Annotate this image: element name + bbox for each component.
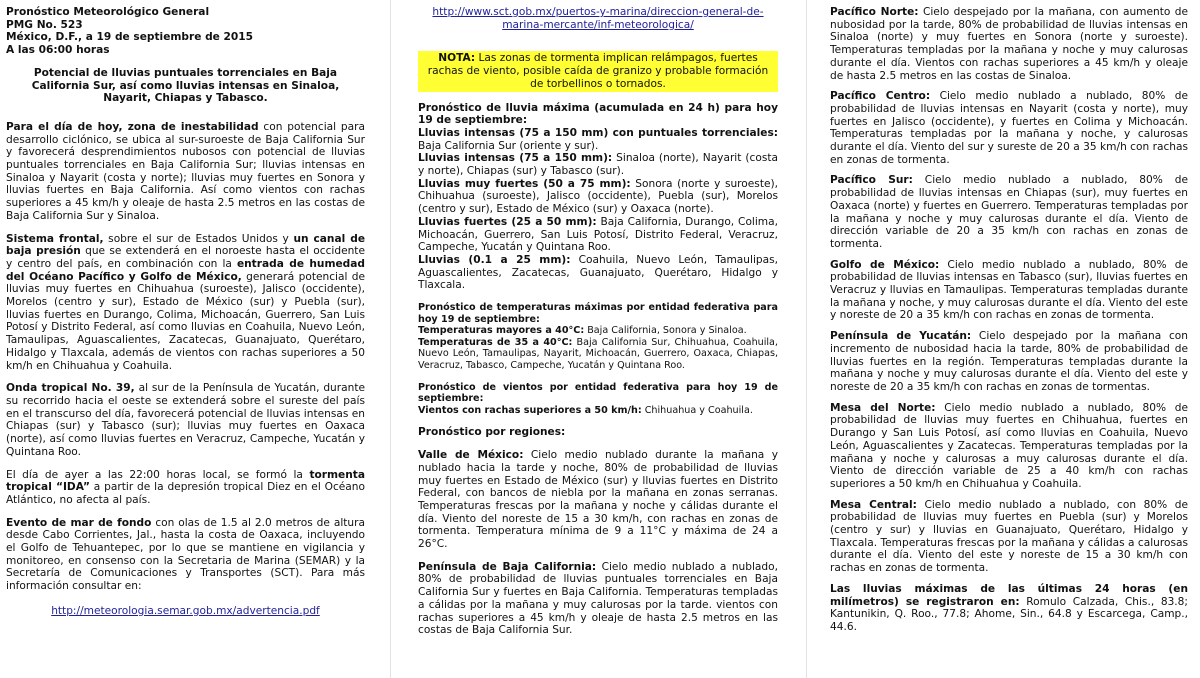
region-text: Cielo medio nublado a nublado, 80% de probabilidad de lluvias intensas en Nayarit (costa y norte), muy fuertes en Jalisco (occidente), y fuertes en Colima y Michoacán. Temperaturas templadas por la mañana y noche, y calurosas durante el día. Viento del sur y sureste de 20 a 35 km/h con rachas en zonas de tormenta. [830,90,1189,166]
column-1 [6,6,365,618]
region-text: Cielo despejado por la mañana, con aumento de nubosidad por la tarde, 80% de probabilidad de lluvias intensas en Sinaloa (norte) y muy fuertes en Sonora (norte y suroeste). Temperaturas templadas por la mañana y noche y muy calurosas durante el día. Vientos con rachas superiores a 45 km/h y oleaje de hasta 2.5 metros en las costas de Sinaloa. [830,6,1189,82]
paragraph-emphasis: entrada de humedad del Océano Pacífico y Golfo de México, [6,257,366,283]
temperature-item [418,325,778,337]
region-name: Golfo de México: [830,258,940,271]
column-divider [806,0,807,678]
region-name: Mesa del Norte: [830,401,936,414]
region-text: Cielo despejado por la mañana con incremento de nubosidad hacia la tarde, 80% de probabilidad de lluvias fuertes en la región. Temperaturas templadas durante la mañana y noche y muy calurosas durante el día. Viento del este y noreste de 20 a 35 km/h con rachas en zonas de tormentas. [830,330,1188,393]
paragraph-text: con potencial para desarrollo ciclónico, se ubica al sur-suroeste de Baja California Sur y favorecerá desprendimientos nubosos con potencial de lluvias puntuales torrenciales en Baja California Sur; lluvias intensas en Sinaloa y Nayarit (costa y norte); lluvias muy fuertes en Sonora y lluvias fuertes en Baja California. Así como vientos con rachas superiores a 45 km/h y oleaje de hasta 2.5 metros en las costas de Baja California Sur y Sinaloa. [6,120,365,222]
paragraph-swell [6,517,365,593]
rain-item-text: Baja California, Durango, Colima, Michoacán, Guerrero, San Luis Potosí, Distrito Federal, Veracruz, Campeche, Yucatán y Quintana Roo. [418,215,778,254]
rain-forecast-title: Pronóstico de lluvia máxima (acumulada en 24 h) para hoy 19 de septiembre: [418,101,778,127]
rain-item-text: Sonora (norte y suroeste), Chihuahua (suroeste), Jalisco (occidente), Puebla (sur), Morelos (centro y sur), Estado de México (sur) y Oaxaca (norte). [418,177,778,216]
region-name: Pacífico Centro: [830,90,931,103]
headline: Potencial de lluvias puntuales torrenciales en Baja California Sur, así como lluvias intensas en Sinaloa, Nayarit, Chiapas y Tabasco. [31,66,340,105]
paragraph-emphasis: un canal de baja presión [6,232,365,258]
rain-item [418,152,778,177]
column-3 [830,6,1188,634]
region-name: Mesa Central: [830,498,917,511]
paragraph-lead: Evento de mar de fondo [6,516,152,529]
region-text: Cielo medio nublado a nublado, 80% de probabilidad de lluvias puntuales torrenciales en Baja California Sur y fuertes en Baja California. Temperaturas templadas a cálidas por la mañana y muy calurosas por la tarde. vientos con rachas superiores a 45 km/h y oleaje de hasta 2.5 metros en las costas de Baja California Sur. [418,560,778,637]
wind-item-label: Vientos con rachas superiores a 50 km/h: [418,404,642,416]
temperature-item-text: Baja California Sur, Chihuahua, Coahuila, Nuevo León, Tamaulipas, Nayarit, Michoacán, Guerrero, Oaxaca, Chiapas, Veracruz, Tabasco, Campeche, Yucatán y Quintana Roo. [418,336,778,372]
rain-item [418,127,778,152]
paragraph-text: sobre el sur de Estados Unidos y [103,232,294,245]
region-text: Cielo medio nublado a nublado, 80% de probabilidad de lluvias intensas en Chiapas (sur), muy fuertes en Oaxaca (norte) y fuertes en Guerrero. Temperaturas templadas por la mañana y noche y muy calurosas durante el día. Viento de dirección variable de 20 a 35 km/h con rachas en zonas de tormenta. [830,174,1188,250]
temperature-forecast-title: Pronóstico de temperaturas máximas por entidad federativa para hoy 19 de septiembre: [418,302,778,325]
paragraph-lead: Sistema frontal, [6,232,104,245]
rain-item-label: Lluvias muy fuertes (50 a 75 mm): [418,177,631,190]
rain-item-text: Baja California Sur (oriente y sur). [418,139,599,152]
paragraph-tropical-storm [6,469,365,507]
region-name: Valle de México: [418,449,524,462]
region-name: Pacífico Norte: [830,6,919,18]
paragraph-text: con olas de 1.5 al 2.0 metros de altura desde Cabo Corrientes, Jal., hasta la costa de Oaxaca, incluyendo el Golfo de Tehuantepec, por lo que se mantiene en vigilancia y monitoreo, en consenso con la Secretaria de Marina (SEMAR) y la Secretaría de Comunicaciones y Transportes (SCT). Para más información consultar en: [6,516,365,593]
paragraph-instability [6,121,365,223]
temperature-item-label: Temperaturas mayores a 40°C: [418,325,585,337]
rain-forecast-list [418,127,778,292]
paragraph-lead: Para el día de hoy, zona de inestabilidad [6,120,259,133]
column-divider [390,0,391,678]
max-rainfall-text: Romulo Calzada, Chis., 83.8; Kantunikin, Q. Roo., 77.8; Ahome, Sin., 64.8 y Escarcega, Camp., 44.6. [830,595,1188,633]
region-forecast [830,6,1188,82]
region-forecast [418,449,778,551]
region-forecast [830,499,1188,575]
paragraph-text: al sur de la Península de Yucatán, durante su recorrido hacia el oeste se extenderá sobre el sureste del país en el transcurso del día, favorecerá potencial de lluvias intensas en Chiapas (sur) y Tabasco (sur); lluvias muy fuertes en Oaxaca (norte), así como lluvias fuertes en Veracruz, Campeche, Yucatán y Quintana Roo. [6,382,365,458]
rain-item-label: Lluvias fuertes (25 a 50 mm): [418,215,597,228]
temperature-item [418,337,778,372]
region-name: Pacífico Sur: [830,174,913,187]
rain-item-label: Lluvias (0.1 a 25 mm): [418,253,571,266]
region-text: Cielo medio nublado a nublado, 80% de probabilidad de lluvias intensas en Tabasco (sur), lluvias fuertes en Veracruz y lluvias en Tamaulipas. Temperaturas templadas durante la mañana y noche, y muy calurosas durante el día. Viento del este y noreste de 20 a 35 km/h con rachas en zonas de tormenta. [830,258,1189,322]
region-forecast [830,174,1188,250]
wind-item [418,405,778,417]
max-rainfall-summary [830,583,1188,634]
rain-item-text: Coahuila, Nuevo León, Tamaulipas, Aguascalientes, Zacatecas, Guanajuato, Querétaro, Hidalgo y Tlaxcala. [418,253,778,292]
paragraph-text: que se extenderá en el noroeste hasta el occidente y centro del país, en combinación con la [6,245,365,270]
paragraph-lead: Onda tropical No. 39, [6,382,135,395]
header-bulletin-number: PMG No. 523 [6,18,83,31]
semar-advisory-link[interactable]: http://meteorologia.semar.gob.mx/advertencia.pdf [51,604,320,617]
wind-item-text: Chihuahua y Coahuila. [641,404,753,416]
region-text: Cielo medio nublado a nublado, con 80% de probabilidad de lluvias muy fuertes en Puebla (sur) y Morelos (centro y sur) y lluvias en Guanajuato, Querétaro, Hidalgo y Tlaxcala. Temperaturas frescas por la mañana y cálidas a calurosas durante el día. Viento del este y noreste de 15 a 30 km/h con rachas en zonas de tormenta. [830,498,1188,575]
rain-item-label: Lluvias intensas (75 a 150 mm) con puntuales torrenciales: [418,126,778,139]
paragraph-text: generará potencial de lluvias muy fuertes en Chihuahua (suroeste), Jalisco (occidente), Morelos (centro y sur), Estado de México (sur) y Puebla (sur), lluvias fuertes en Durango, Colima, Michoacán, Guerrero, San Luis Potosí y Distrito Federal, así como lluvias en Coahuila, Nuevo León, Tamaulipas, Aguascalientes, Zacatecas, Guanajuato, Querétaro, Hidalgo y Tlaxcala, además de vientos con rachas superiores a 50 km/h en Chihuahua y Coahuila. [6,270,366,372]
note-box [418,51,778,91]
temperature-item-label: Temperaturas de 35 a 40°C: [418,336,573,348]
paragraph-tropical-wave [6,382,365,458]
wind-forecast-title: Pronóstico de vientos por entidad federativa para hoy 19 de septiembre: [418,381,778,405]
paragraph-text: El día de ayer a las 22:00 horas local, se formó la [6,468,310,481]
region-forecast [830,90,1188,166]
temperature-item-text: Baja California, Sonora y Sinaloa. [584,325,747,337]
header-time: A las 06:00 horas [6,44,110,57]
region-forecast [830,330,1188,394]
paragraph-text: a partir de la depresión tropical Diez en el Océano Atlántico, no afecta al país. [6,481,365,506]
rain-item [418,254,778,292]
region-forecast [418,561,778,637]
region-name: Península de Baja California: [418,560,597,573]
rain-item-text: Sinaloa (norte), Nayarit (costa y norte), Chiapas (sur) y Tabasco (sur). [418,152,778,178]
rain-item [418,178,778,216]
region-text: Cielo medio nublado a nublado, 80% de probabilidad de lluvias muy fuertes en Chihuahua, fuertes en Durango y San Luis Potosí, así como lluvias en Coahuila, Nuevo León, Aguascalientes y Zacatecas. Temperaturas templadas por la mañana y noche y calurosas a muy calurosas durante el día. Viento de dirección variable de 25 a 40 km/h con rachas superiores a 50 km/h en Chihuahua y Coahuila. [830,401,1189,490]
region-text: Cielo medio nublado durante la mañana y nublado hacia la tarde y noche, 80% de probabilidad de lluvias muy fuertes en Estado de México (sur) y lluvias fuertes en Distrito Federal, con bancos de niebla por la mañana en zonas serranas. Temperaturas frescas por la mañana y noche y cálidas durante el día. Viento del noreste de 15 a 30 km/h, con rachas en zonas de tormenta. Temperatura mínima de 9 a 11°C y máxima de 24 a 26°C. [418,449,778,551]
note-text: Las zonas de tormenta implican relámpagos, fuertes rachas de viento, posible caída de granizo y probable formación de torbellinos o tornados. [427,52,769,90]
column-2 [418,6,778,637]
region-forecast [830,402,1188,491]
region-forecast [830,259,1188,323]
region-name: Península de Yucatán: [830,330,972,343]
paragraph-frontal-system [6,233,365,373]
note-lead: NOTA: [438,52,476,65]
sct-link[interactable]: http://www.sct.gob.mx/puertos-y-marina/direccion-general-de-marina-mercante/inf-meteorologica/ [432,6,764,31]
header-title: Pronóstico Meteorológico General [6,6,210,18]
header-date: México, D.F., a 19 de septiembre de 2015 [6,31,254,44]
paragraph-emphasis: tormenta tropical “IDA” [6,468,365,494]
rain-item-label: Lluvias intensas (75 a 150 mm): [418,152,613,165]
max-rainfall-title: Las lluvias máximas de las últimas 24 horas (en milímetros) se registraron en: [830,582,1188,608]
regions-title: Pronóstico por regiones: [418,426,566,439]
rain-item [418,216,778,254]
